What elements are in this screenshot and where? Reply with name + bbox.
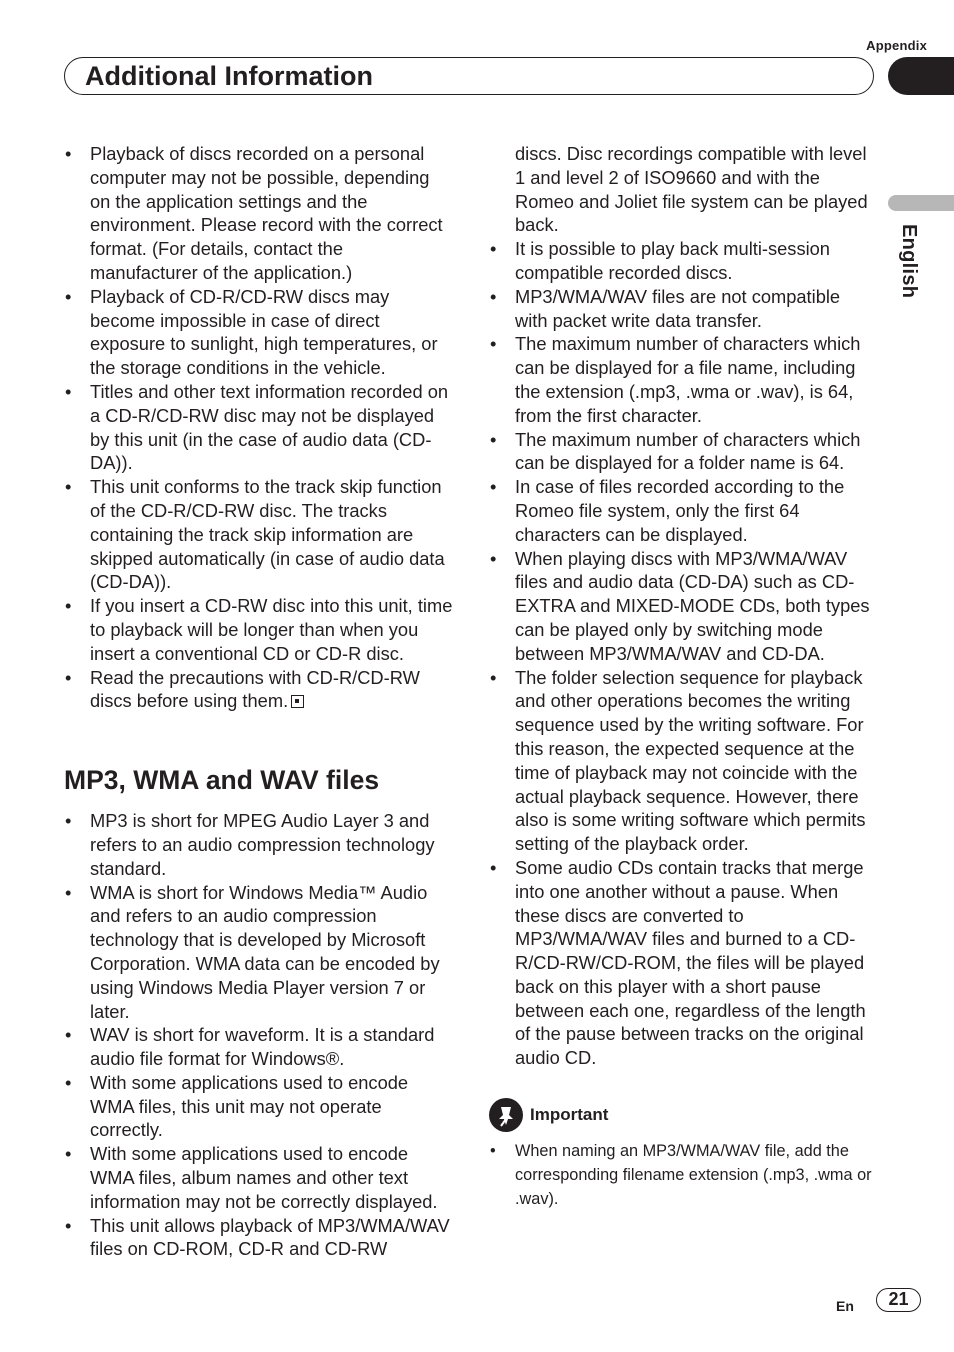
playback-notes-list [489, 237, 875, 1070]
right-column [489, 142, 875, 1211]
list-item: • WMA is short for Windows Media™ Audio and refers to an audio compression technology that is developed by Microsoft Corporation. WMA data can be encoded by using Windows Media Player version 7 or later. [64, 881, 454, 1024]
section-tab-marker [888, 57, 954, 95]
file-format-notes-list [64, 809, 454, 1261]
important-label: Important [530, 1105, 609, 1125]
page-number: 21 [876, 1288, 921, 1312]
list-item: • The maximum number of characters which can be displayed for a file name, including the extension (.mp3, .wma or .wav), is 64, from the first character. [489, 332, 875, 427]
list-item: • With some applications used to encode WMA files, this unit may not operate correctly. [64, 1071, 454, 1142]
language-tab-marker [888, 195, 954, 211]
list-item: • Playback of discs recorded on a personal computer may not be possible, depending on the application settings and the environment. Please record with the correct format. (For details, contact the manufacturer of the application.) [64, 142, 454, 285]
list-item: • If you insert a CD-RW disc into this unit, time to playback will be longer than when you insert a conventional CD or CD-R disc. [64, 594, 454, 665]
list-item: • With some applications used to encode WMA files, album names and other text information may not be correctly displayed. [64, 1142, 454, 1213]
language-side-label [890, 224, 930, 314]
list-item: • MP3/WMA/WAV files are not compatible with packet write data transfer. [489, 285, 875, 333]
list-item: • WAV is short for waveform. It is a standard audio file format for Windows®. [64, 1023, 454, 1071]
important-callout-header [489, 1098, 875, 1132]
list-item-last [64, 666, 454, 714]
left-column [64, 142, 454, 1261]
list-item: • Titles and other text information recorded on a CD-R/CD-RW disc may not be displayed by this unit (in the case of audio data (CD-DA)). [64, 380, 454, 475]
list-item: • The folder selection sequence for playback and other operations becomes the writing sequence used by the writing software. For this reason, the expected sequence at the time of playback may not coincide with the actual playback sequence. However, there also is some writing software which permits setting of the playback order. [489, 666, 875, 856]
important-icon [489, 1098, 523, 1132]
general-notes-list [64, 142, 454, 713]
list-item: • This unit conforms to the track skip function of the CD-R/CD-RW disc. The tracks containing the track skip information are skipped automatically (in case of audio data (CD-DA)). [64, 475, 454, 594]
language-code: En [836, 1298, 854, 1314]
list-item: • The maximum number of characters which can be displayed for a folder name is 64. [489, 428, 875, 476]
section-heading: MP3, WMA and WAV files [64, 765, 380, 796]
language-label-text: English [898, 224, 920, 299]
appendix-label: Appendix [866, 38, 927, 53]
list-item: • When playing discs with MP3/WMA/WAV files and audio data (CD-DA) such as CD-EXTRA and MIXED-MODE CDs, both types can be played only by switching mode between MP3/WMA/WAV and CD-DA. [489, 547, 875, 666]
continued-paragraph: discs. Disc recordings compatible with level 1 and level 2 of ISO9660 and with the Romeo and Joliet file system can be played back. [515, 143, 868, 236]
list-item: • It is possible to play back multi-session compatible recorded discs. [489, 237, 875, 285]
list-item: • MP3 is short for MPEG Audio Layer 3 and refers to an audio compression technology standard. [64, 809, 454, 880]
list-item: • In case of files recorded according to the Romeo file system, only the first 64 characters can be displayed. [489, 475, 875, 546]
page-title: Additional Information [85, 61, 373, 91]
list-item: • When naming an MP3/WMA/WAV file, add the corresponding filename extension (.mp3, .wma or .wav). [489, 1140, 875, 1211]
important-notes-list [489, 1140, 875, 1211]
list-item-text: Read the precautions with CD-R/CD-RW discs before using them. [90, 666, 420, 712]
list-item: • Playback of CD-R/CD-RW discs may become impossible in case of direct exposure to sunlight, high temperatures, or the storage conditions in the vehicle. [64, 285, 454, 380]
list-item: • This unit allows playback of MP3/WMA/WAV files on CD-ROM, CD-R and CD-RW [64, 1214, 454, 1262]
list-item: • Some audio CDs contain tracks that merge into one another without a pause. When these discs are converted to MP3/WMA/WAV files and burned to a CD-R/CD-RW/CD-ROM, the files will be played back on this player with a short pause between each one, regardless of the length of the pause between tracks on the original audio CD. [489, 856, 875, 1070]
end-of-section-icon [291, 695, 304, 708]
page-title-bar [64, 57, 874, 95]
